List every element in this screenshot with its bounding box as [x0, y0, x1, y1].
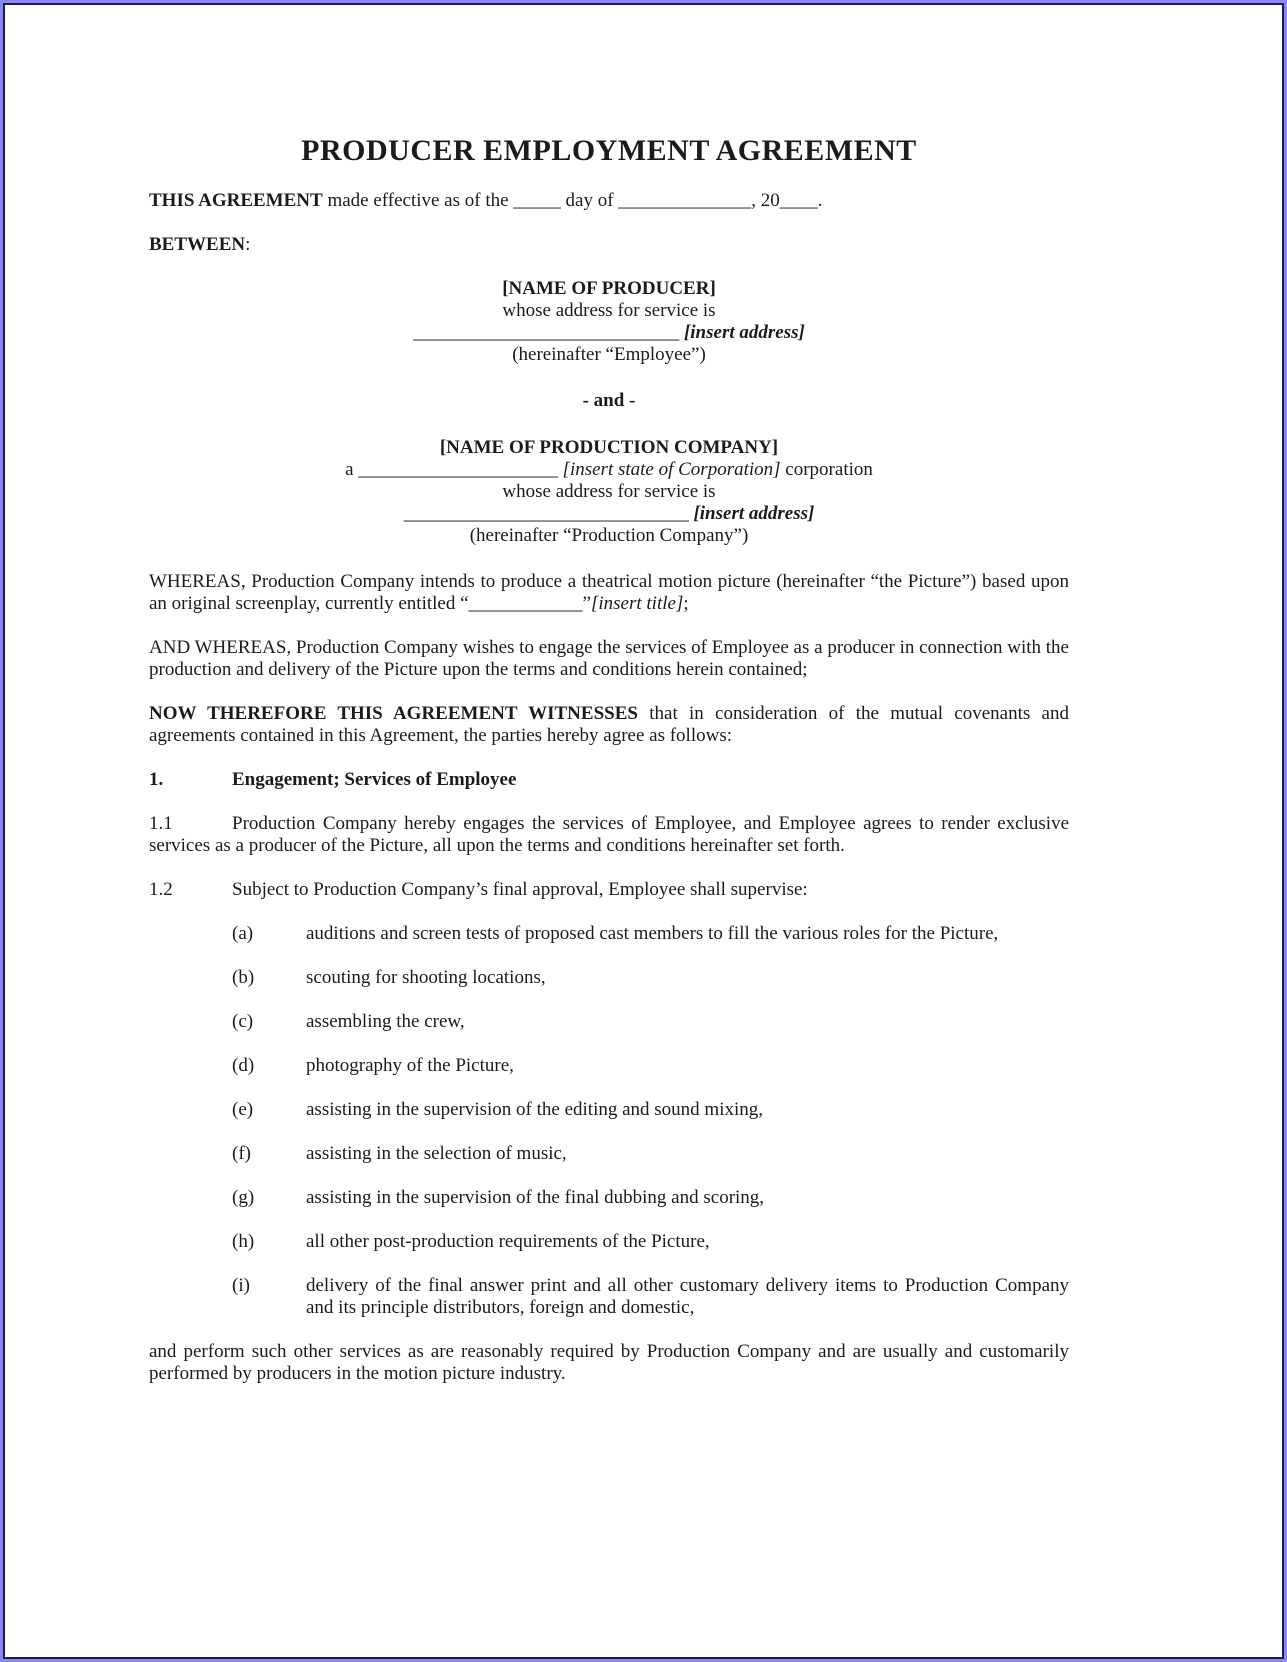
closing-paragraph: and perform such other services as are reasonably required by Production Company and are usually and customarily performed by producers in the motion picture industry.: [149, 1341, 1069, 1384]
list-item-h-text: all other post-production requirements of the Picture,: [306, 1231, 710, 1252]
now-therefore-lead: NOW THEREFORE THIS AGREEMENT WITNESSES: [149, 703, 638, 724]
list-item-d: [149, 1055, 1069, 1077]
now-therefore-clause: [149, 703, 1069, 747]
clause-1-2: [149, 879, 1069, 901]
company-address-intro: whose address for service is: [502, 481, 716, 502]
list-item-g-text: assisting in the supervision of the final dubbing and scoring,: [306, 1187, 765, 1208]
list-item-d-label: (d): [232, 1055, 255, 1076]
between-word: BETWEEN: [149, 234, 246, 255]
clause-1-1-text: Production Company hereby engages the services of Employee, and Employee agrees to render exclusive services as a producer of the Picture, all upon the terms and conditions hereinafter set forth.: [149, 813, 1069, 856]
company-party-block: [149, 437, 1069, 547]
list-item-e-label: (e): [232, 1099, 254, 1120]
between-label: [149, 234, 1069, 256]
whereas-text: WHEREAS, Production Company intends to produce a theatrical motion picture (hereinafter “the Picture”) based upon an original screenplay, currently entitled “____________”: [149, 571, 1069, 614]
list-item-f: [149, 1143, 1069, 1165]
list-item-c-label: (c): [232, 1011, 254, 1032]
section-1-heading: [149, 769, 1069, 791]
now-therefore-text: that in consideration of the mutual covenants and agreements contained in this Agreement, the parties hereby agree as follows:: [149, 703, 1069, 746]
list-item-g: [149, 1187, 1069, 1209]
producer-party-block: [149, 278, 1069, 366]
clause-1-1-number: 1.1: [149, 813, 173, 834]
producer-address-line: [149, 322, 1069, 344]
list-item-b: [149, 967, 1069, 989]
list-item-e-text: assisting in the supervision of the editing and sound mixing,: [306, 1099, 764, 1120]
company-corp-line: [149, 459, 1069, 481]
company-name-placeholder: [NAME OF PRODUCTION COMPANY]: [439, 437, 779, 458]
clause-1-2-text: Subject to Production Company’s final approval, Employee shall supervise:: [232, 879, 808, 900]
list-item-g-label: (g): [232, 1187, 255, 1208]
between-colon: :: [245, 234, 251, 255]
and-separator: - and -: [582, 390, 636, 411]
list-item-i: [149, 1275, 1069, 1319]
list-item-i-label: (i): [232, 1275, 250, 1296]
list-item-c-text: assembling the crew,: [306, 1011, 465, 1032]
company-corp-blank: _____________________: [358, 459, 558, 480]
section-1-title: Engagement; Services of Employee: [232, 769, 517, 790]
list-item-b-label: (b): [232, 967, 255, 988]
list-item-a: [149, 923, 1069, 945]
whereas-title-insert: [insert title]: [590, 593, 684, 614]
producer-address-intro: whose address for service is: [502, 300, 716, 321]
and-whereas-recital: AND WHEREAS, Production Company wishes to engage the services of Employee as a producer in connection with the production and delivery of the Picture upon the terms and conditions herein contained;: [149, 637, 1069, 680]
producer-name-placeholder: [NAME OF PRODUCER]: [502, 278, 716, 299]
document-border: [3, 3, 1284, 1659]
list-item-h: [149, 1231, 1069, 1253]
whereas-terminator: ;: [683, 593, 689, 614]
list-item-h-label: (h): [232, 1231, 255, 1252]
company-address-line: [149, 503, 1069, 525]
section-1-number: 1.: [149, 769, 164, 790]
intro-lead: THIS AGREEMENT: [149, 190, 323, 211]
list-item-a-label: (a): [232, 923, 254, 944]
clause-1-2-number: 1.2: [149, 879, 173, 900]
company-corp-suffix: corporation: [785, 459, 873, 480]
intro-text: made effective as of the _____ day of ______________, 20____.: [322, 190, 823, 211]
company-address-insert: [insert address]: [693, 503, 815, 524]
producer-hereinafter: (hereinafter “Employee”): [512, 344, 706, 365]
producer-address-insert: [insert address]: [683, 322, 805, 343]
document-title: PRODUCER EMPLOYMENT AGREEMENT: [301, 134, 917, 167]
list-item-d-text: photography of the Picture,: [306, 1055, 514, 1076]
document-content: [149, 133, 1069, 1385]
company-address-blank: ______________________________: [403, 503, 689, 524]
list-item-f-text: assisting in the selection of music,: [306, 1143, 567, 1164]
list-item-i-text: delivery of the final answer print and all other customary delivery items to Production Company and its principle distributors, foreign and domestic,: [306, 1275, 1069, 1318]
whereas-recital: [149, 571, 1069, 615]
intro-paragraph: [149, 190, 1069, 212]
clause-1-1: [149, 813, 1069, 857]
list-item-e: [149, 1099, 1069, 1121]
producer-address-blank: ____________________________: [413, 322, 680, 343]
list-item-b-text: scouting for shooting locations,: [306, 967, 546, 988]
list-item-a-text: auditions and screen tests of proposed cast members to fill the various roles for the Picture,: [306, 923, 999, 944]
list-item-c: [149, 1011, 1069, 1033]
company-corp-prefix: a: [345, 459, 354, 480]
company-corp-insert: [insert state of Corporation]: [562, 459, 781, 480]
company-hereinafter: (hereinafter “Production Company”): [469, 525, 749, 546]
list-item-f-label: (f): [232, 1143, 251, 1164]
